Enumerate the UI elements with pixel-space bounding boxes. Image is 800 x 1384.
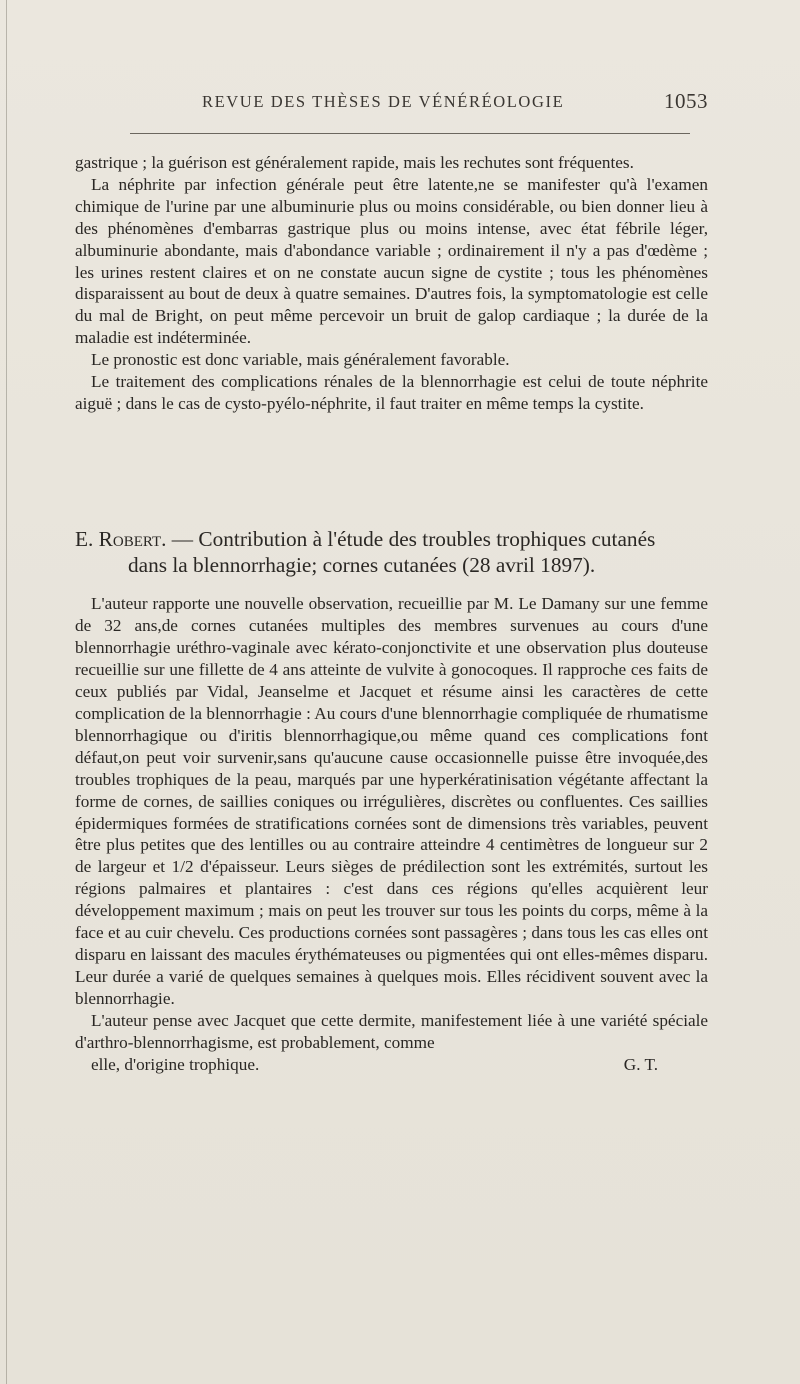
paragraph-observation: L'auteur rapporte une nouvelle observation, recueillie par M. Le Damany sur une femme de 32 ans,de cornes cutanées multiples des membres survenues au cours d'une blennorrhagie uréthro-vaginale avec kérato-conjonctivite et une observation plus douteuse recueillie sur une fillette de 4 ans atteinte de vulvite à gonocoques. Il rapproche ces faits de ceux publiés par Vidal, Jeanselme et Jacquet et résume ainsi les caractères de cette complication de la blennorrhagie : Au cours d'une blennorrhagie compliquée de rhumatisme blennorrhagique ou d'iritis blennorrhagique,ou même quand ces complications font défaut,on peut voir survenir,sans qu'aucune cause occasionnelle puisse être invoquée,des troubles trophiques de la peau, marqués par une hyperkératinisation végétante affectant la forme de cornes, de saillies coniques ou irrégulières, discrètes ou confluentes. Ces saillies épidermiques formées de stratifications cornées sont de dimensions très variables, peuvent être plus petites que des lentilles ou au contraire atteindre 4 centimètres de longueur sur 2 de largeur et 1/2 d'épaisseur. Leurs sièges de prédilection sont les extrémités, surtout les régions palmaires et plantaires : c'est dans ces régions qu'elles acquièrent leur développement maximum ; mais on peut les trouver sur tous les points du corps, même à la face et au cuir chevelu. Ces productions cornées sont passagères ; dans tous les cas elles ont disparu en laissant des macules érythémateuses ou pigmentées qui ont elles-mêmes disparu. Leur durée a varié de quelques semaines à quelques mois. Elles récidivent souvent avec la blennorrhagie. — [75, 594, 708, 1009]
paragraph-traitement: Le traitement des complications rénales de la blennorrhagie est celui de toute néphrite aiguë ; dans le cas de cysto-pyélo-néphrite, il faut traiter en même temps la cystite. — [75, 372, 708, 413]
author-name: Robert — [98, 527, 162, 551]
paragraph-continuation: gastrique ; la guérison est généralement rapide, mais les rechutes sont fréquentes. — [75, 153, 634, 172]
page-header — [75, 89, 708, 122]
page-number: 1053 — [664, 89, 708, 113]
article-heading — [75, 526, 708, 578]
section-nephrite — [75, 152, 708, 415]
conclusion-end: elle, d'origine trophique. — [91, 1055, 260, 1075]
paragraph-pronostic: Le pronostic est donc variable, mais généralement favorable. — [91, 350, 510, 370]
header-rule — [130, 133, 690, 134]
binding-edge — [6, 0, 7, 1384]
running-title: REVUE DES THÈSES DE VÉNÉRÉOLOGIE — [202, 92, 565, 111]
conclusion-text: L'auteur pense avec Jacquet que cette dermite, manifestement liée à une variété spéciale d'arthro-blennorrhagisme, est probablement, comme — [75, 1011, 708, 1053]
paragraph-nephrite: La néphrite par infection générale peut être latente,ne se manifester qu'à l'examen chimique de l'urine par une albuminurie plus ou moins considérable, ou bien donner lieu à des phénomènes d'embarras gastrique plus ou moins intense, avec état fébrile léger, albuminurie abondante, mais d'abondance variable ; ordinairement il n'y a pas d'œdème ; les urines restent claires et on ne constate aucun signe de cystite ; tous les phénomènes disparaissent au bout de deux à quatre semaines. D'autres fois, la symptomatologie est celle du mal de Bright, on peut même percevoir un bruit de galop cardiaque ; la durée de la maladie est indéterminée. — [75, 174, 708, 348]
conclusion-last-line — [75, 1054, 708, 1076]
section-cornes-cutanees — [75, 593, 708, 1076]
author-initial: E. — [75, 527, 99, 551]
heading-line-2: dans la blennorrhagie; cornes cutanées (28 avril 1897). — [128, 553, 596, 577]
heading-line-1: . — Contribution à l'étude des troubles trophiques cutanés — [161, 527, 656, 551]
paragraph-conclusion — [75, 1010, 708, 1076]
signature: G. T. — [623, 1055, 658, 1075]
